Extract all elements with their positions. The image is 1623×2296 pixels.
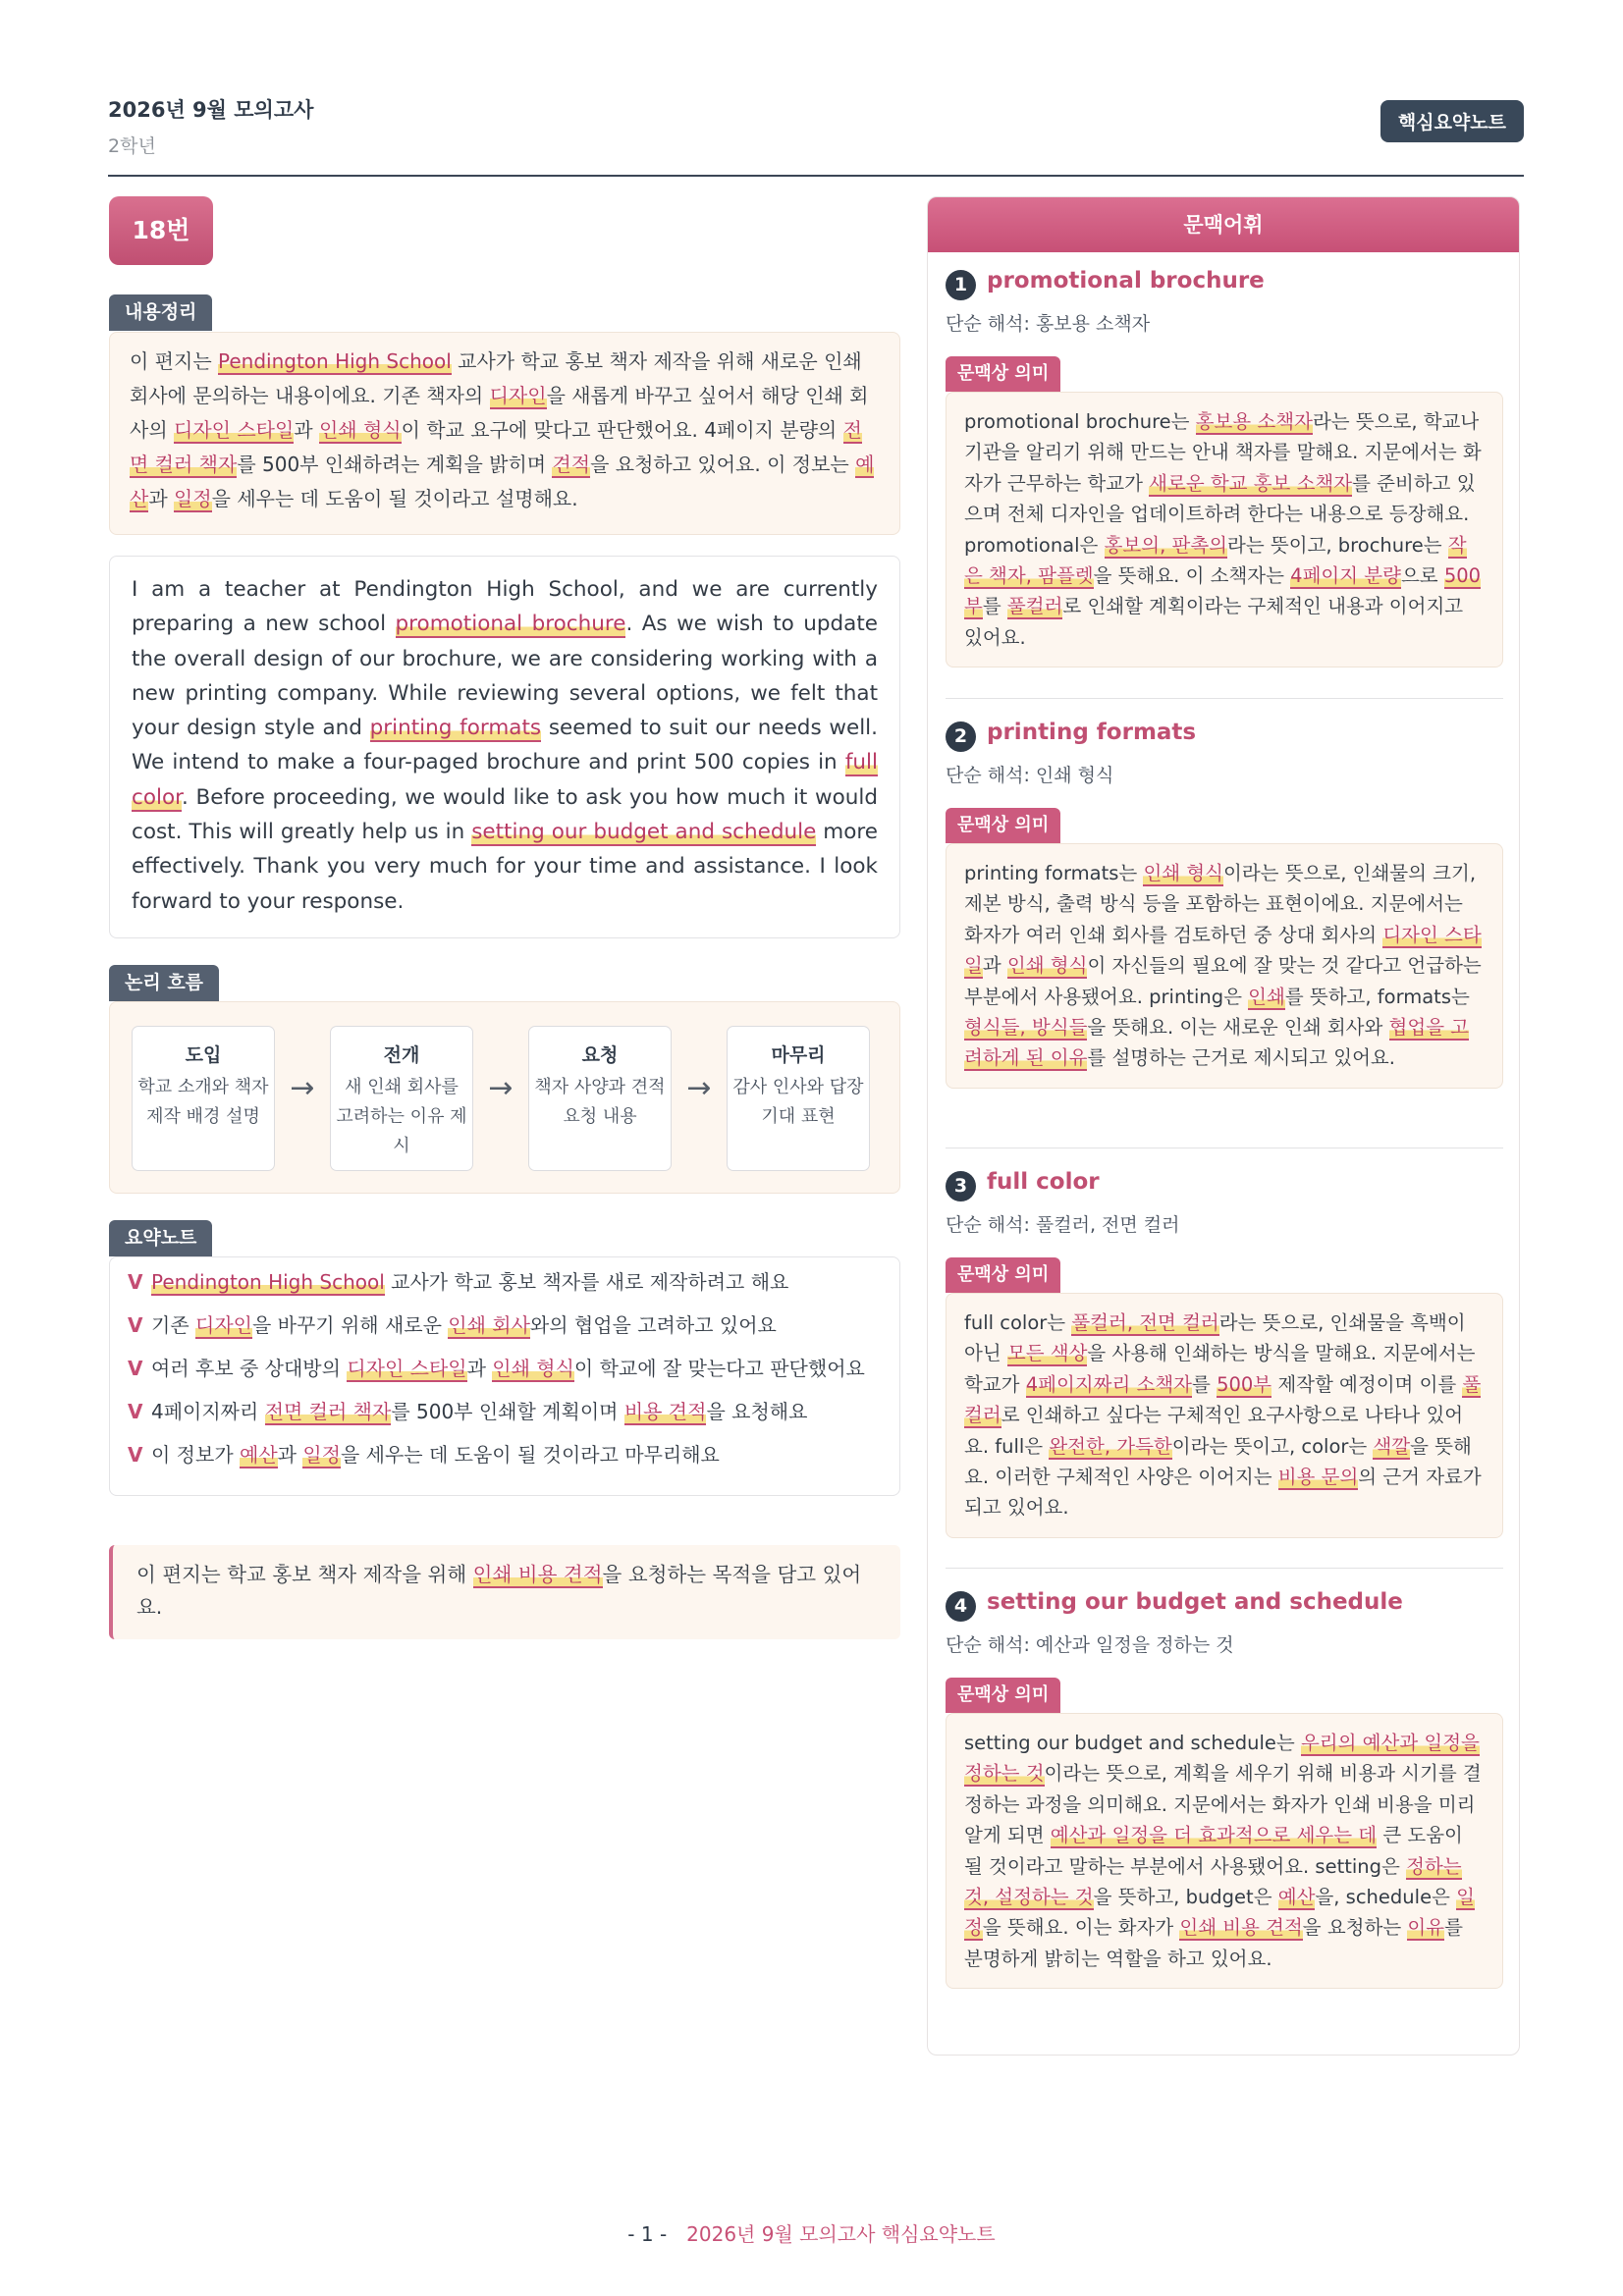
simple-meaning: 단순 해석: 예산과 일정을 정하는 것	[946, 1634, 1234, 1656]
arrow-right-icon: →	[290, 1071, 315, 1105]
highlight-design-style: 디자인 스타일	[174, 418, 295, 442]
vocab-number: 2	[946, 721, 976, 752]
context-tag: 문맥상 의미	[946, 1678, 1060, 1713]
page-number: - 1 -	[627, 2222, 668, 2246]
highlight-schedule: 일정	[174, 487, 212, 510]
footer-title: 2026년 9월 모의고사 핵심요약노트	[686, 2222, 996, 2246]
note-item: V 여러 후보 중 상대방의 디자인 스타일과 인쇄 형식이 학교에 잘 맞는다고 판단했어요	[128, 1354, 882, 1383]
english-passage: I am a teacher at Pendington High School, and we are currently preparing a new school promotional brochure. As we wish to update the overall design of our brochure, we are considering working with a new printing company. While reviewing several options, we felt that your design style and printing formats seemed to suit our needs well. We intend to make a four-paged brochure and print 500 copies in full color. Before proceeding, we would like to ask you how much it would cost. This will greatly help us in setting our budget and schedule more effectively. Thank you very much for your time and assistance. I look forward to your response.	[109, 556, 900, 938]
vocab-term: promotional brochure	[987, 268, 1265, 294]
note-item: V Pendington High School 교사가 학교 홍보 책자를 새로 제작하려고 해요	[128, 1267, 882, 1297]
summary-notes	[109, 1256, 900, 1496]
highlight-print-format: 인쇄 형식	[318, 418, 402, 442]
divider	[946, 698, 1503, 699]
vocab-title: 문맥어휘	[928, 197, 1519, 252]
notebook-badge: 핵심요약노트	[1380, 100, 1524, 142]
flow-tag: 논리 흐름	[109, 965, 219, 1001]
check-mark-icon: V	[128, 1270, 143, 1294]
flow-step-development: 전개 새 인쇄 회사를 고려하는 이유 제시	[330, 1026, 473, 1171]
flow-step-closing: 마무리 감사 인사와 답장 기대 표현	[727, 1026, 870, 1171]
exam-title: 2026년 9월 모의고사	[108, 98, 314, 122]
vocab-number: 1	[946, 270, 976, 300]
logic-flow	[109, 1001, 900, 1194]
conclusion-box: 이 편지는 학교 홍보 책자 제작을 위해 인쇄 비용 견적을 요청하는 목적을 담고 있어요.	[109, 1545, 900, 1639]
grade-label: 2학년	[108, 135, 156, 157]
highlight-promotional-brochure: promotional brochure	[395, 612, 626, 637]
highlight-quote: 견적	[552, 453, 591, 476]
summary-tag: 내용정리	[109, 294, 212, 331]
note-item: V 이 정보가 예산과 일정을 세우는 데 도움이 될 것이라고 마무리해요	[128, 1440, 882, 1469]
vocab-term: full color	[987, 1169, 1100, 1195]
check-mark-icon: V	[128, 1400, 143, 1423]
highlight-full-color-booklet: 전면 컬러 책자	[130, 418, 862, 476]
note-item: V 기존 디자인을 바꾸기 위해 새로운 인쇄 회사와의 협업을 고려하고 있어요	[128, 1310, 882, 1340]
flow-step-intro: 도입 학교 소개와 책자 제작 배경 설명	[132, 1026, 275, 1171]
content-summary: 이 편지는 Pendington High School 교사가 학교 홍보 책자 제작을 위해 새로운 인쇄 회사에 문의하는 내용이에요. 기존 책자의 디자인을 새롭게 바꾸고 싶어서 해당 인쇄 회사의 디자인 스타일과 인쇄 형식이 학교 요구에 맞다고 판단했어요. 4페이지 분량의 전면 컬러 책자를 500부 인쇄하려는 계획을 밝히며 견적을 요청하고 있어요. 이 정보는 예산과 일정을 세우는 데 도움이 될 것이라고 설명해요.	[109, 332, 900, 535]
arrow-right-icon: →	[488, 1071, 514, 1105]
vocab-number: 4	[946, 1591, 976, 1622]
context-tag: 문맥상 의미	[946, 356, 1060, 392]
context-meaning: setting our budget and schedule는 우리의 예산과 일정을 정하는 것이라는 뜻으로, 계획을 세우기 위해 비용과 시기를 결정하는 과정을 의미해요. 지문에서는 화자가 인쇄 비용을 미리 알게 되면 예산과 일정을 더 효과적으로 세우는 데 큰 도움이 될 것이라고 말하는 부분에서 사용됐어요. setting은 정하는 것, 설정하는 것을 뜻하고, budget은 예산을, schedule은 일정을 뜻해요. 이는 화자가 인쇄 비용 견적을 요청하는 이유를 분명하게 밝히는 역할을 하고 있어요.	[946, 1713, 1503, 1989]
highlight-school: Pendington High School	[218, 349, 452, 373]
highlight-full-color: full color	[132, 750, 878, 810]
simple-meaning: 단순 해석: 홍보용 소책자	[946, 313, 1151, 335]
highlight-design: 디자인	[489, 384, 547, 407]
highlight-budget-schedule: setting our budget and schedule	[471, 820, 817, 845]
highlight-budget: 예산	[130, 453, 875, 510]
note-item: V 4페이지짜리 전면 컬러 책자를 500부 인쇄할 계획이며 비용 견적을 요청해요	[128, 1397, 882, 1426]
arrow-right-icon: →	[686, 1071, 712, 1105]
page-footer	[0, 2218, 1623, 2247]
context-meaning: full color는 풀컬러, 전면 컬러라는 뜻으로, 인쇄물을 흑백이 아닌 모든 색상을 사용해 인쇄하는 방식을 말해요. 지문에서는 학교가 4페이지짜리 소책자를 500부 제작할 예정이며 이를 풀컬러로 인쇄하고 싶다는 구체적인 요구사항으로 나타나 있어요. full은 완전한, 가득한이라는 뜻이고, color는 색깔을 뜻해요. 이러한 구체적인 사양은 이어지는 비용 문의의 근거 자료가 되고 있어요.	[946, 1293, 1503, 1538]
notes-tag: 요약노트	[109, 1220, 212, 1256]
vocab-number: 3	[946, 1171, 976, 1201]
divider	[946, 1568, 1503, 1569]
question-number-badge: 18번	[109, 196, 213, 265]
vocab-panel	[927, 196, 1520, 2056]
page-header	[108, 94, 1524, 177]
flow-step-request: 요청 책자 사양과 견적 요청 내용	[528, 1026, 672, 1171]
check-mark-icon: V	[128, 1357, 143, 1380]
check-mark-icon: V	[128, 1443, 143, 1467]
context-tag: 문맥상 의미	[946, 808, 1060, 843]
check-mark-icon: V	[128, 1313, 143, 1337]
context-meaning: promotional brochure는 홍보용 소책자라는 뜻으로, 학교나 기관을 알리기 위해 만드는 안내 책자를 말해요. 지문에서는 화자가 근무하는 학교가 새로운 학교 홍보 소책자를 준비하고 있으며 전체 디자인을 업데이트하려 한다는 내용으로 등장해요. promotional은 홍보의, 판촉의라는 뜻이고, brochure는 작은 책자, 팜플렛을 뜻해요. 이 소책자는 4페이지 분량으로 500부를 풀컬러로 인쇄할 계획이라는 구체적인 내용과 이어지고 있어요.	[946, 392, 1503, 667]
simple-meaning: 단순 해석: 인쇄 형식	[946, 765, 1114, 786]
context-meaning: printing formats는 인쇄 형식이라는 뜻으로, 인쇄물의 크기, 제본 방식, 출력 방식 등을 포함하는 표현이에요. 지문에서는 화자가 여러 인쇄 회사를 검토하던 중 상대 회사의 디자인 스타일과 인쇄 형식이 자신들의 필요에 잘 맞는 것 같다고 언급하는 부분에서 사용됐어요. printing은 인쇄를 뜻하고, formats는 형식들, 방식들을 뜻해요. 이는 새로운 인쇄 회사와 협업을 고려하게 된 이유를 설명하는 근거로 제시되고 있어요.	[946, 843, 1503, 1089]
vocab-term: setting our budget and schedule	[987, 1589, 1403, 1615]
simple-meaning: 단순 해석: 풀컬러, 전면 컬러	[946, 1214, 1180, 1236]
vocab-term: printing formats	[987, 720, 1197, 745]
context-tag: 문맥상 의미	[946, 1257, 1060, 1293]
highlight-printing-formats: printing formats	[369, 716, 542, 741]
